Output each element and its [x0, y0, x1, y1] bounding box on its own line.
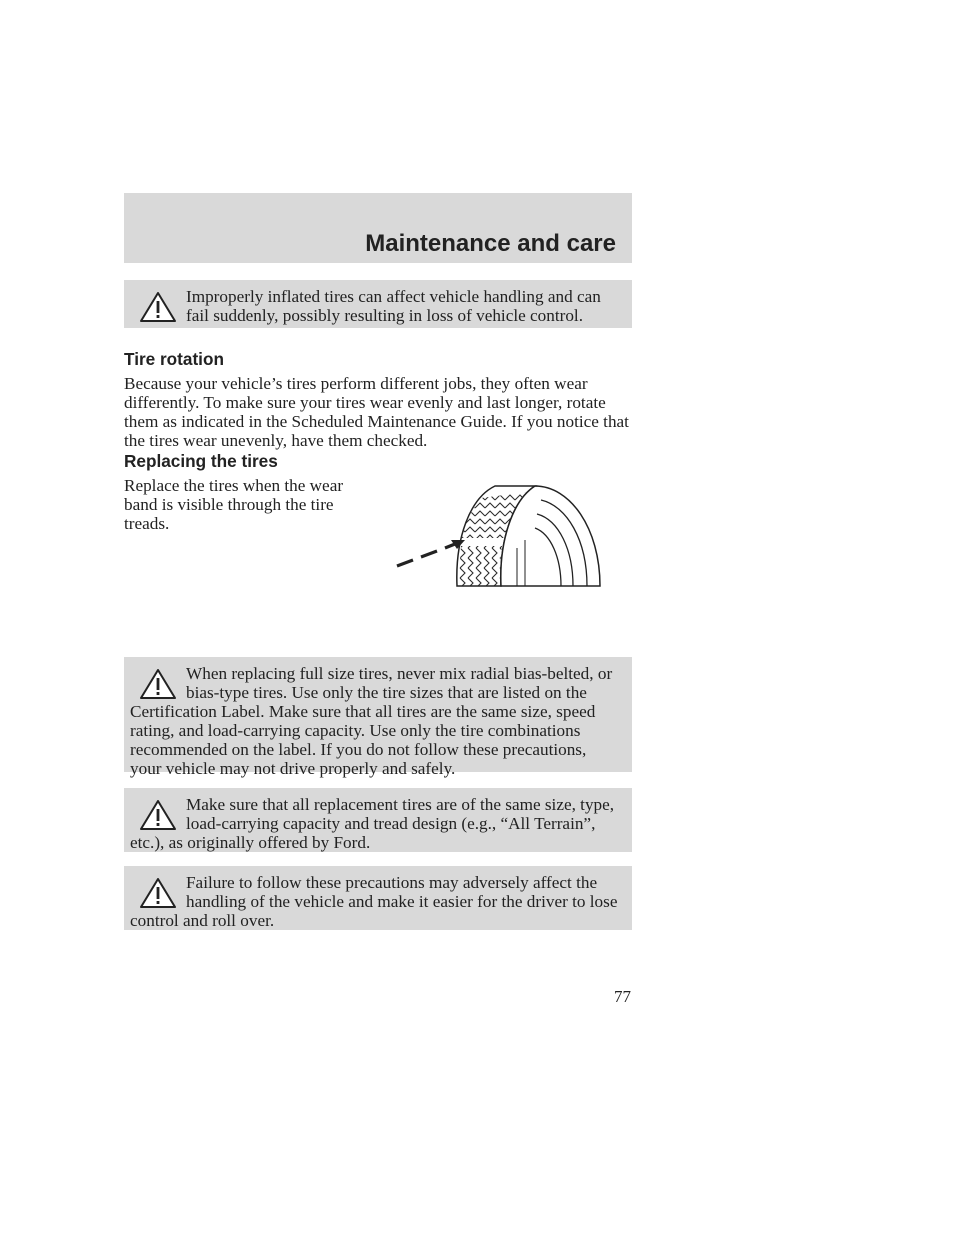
replacing-tires-body: Replace the tires when the wear band is visible through the tire treads.: [124, 476, 344, 533]
warning-box: [124, 866, 632, 930]
tire-rotation-heading: Tire rotation: [124, 349, 224, 369]
warning-box: [124, 280, 632, 328]
warning-triangle-icon: [138, 290, 178, 324]
tire-wear-band-illustration: [395, 478, 610, 590]
tire-rotation-body: Because your vehicle’s tires perform different jobs, they often wear differently. To make sure your tires wear evenly and last longer, rotate them as indicated in the Scheduled Maintenance Guide. If you notice that the tires wear unevenly, have them checked.: [124, 374, 629, 450]
warning-text: Improperly inflated tires can affect vehicle handling and can fail suddenly, possibly resulting in loss of vehicle control.: [186, 287, 601, 325]
warning-triangle-icon: [138, 798, 178, 832]
warning-triangle-icon: [138, 876, 178, 910]
section-title: Maintenance and care: [365, 230, 616, 257]
warning-box: [124, 788, 632, 852]
replacing-tires-heading: Replacing the tires: [124, 451, 278, 471]
warning-text: Failure to follow these precautions may adversely affect the handling of the vehicle and make it easier for the driver to lose control and roll over.: [130, 873, 618, 930]
page-header: [124, 193, 632, 263]
warning-triangle-icon: [138, 667, 178, 701]
page-number: 77: [614, 987, 631, 1006]
warning-text: When replacing full size tires, never mix radial bias-belted, or bias-type tires. Use only the tire sizes that are listed on the Certification Label. Make sure that all tires are the same size, speed rating, and load-carrying capacity. Use only the tire combinations recommended on the label. If you do not follow these precautions, your vehicle may not drive properly and safely.: [130, 664, 613, 778]
warning-text: Make sure that all replacement tires are of the same size, type, load-carrying capacity and tread design (e.g., “All Terrain”, etc.), as originally offered by Ford.: [130, 795, 615, 852]
warning-box: [124, 657, 632, 778]
